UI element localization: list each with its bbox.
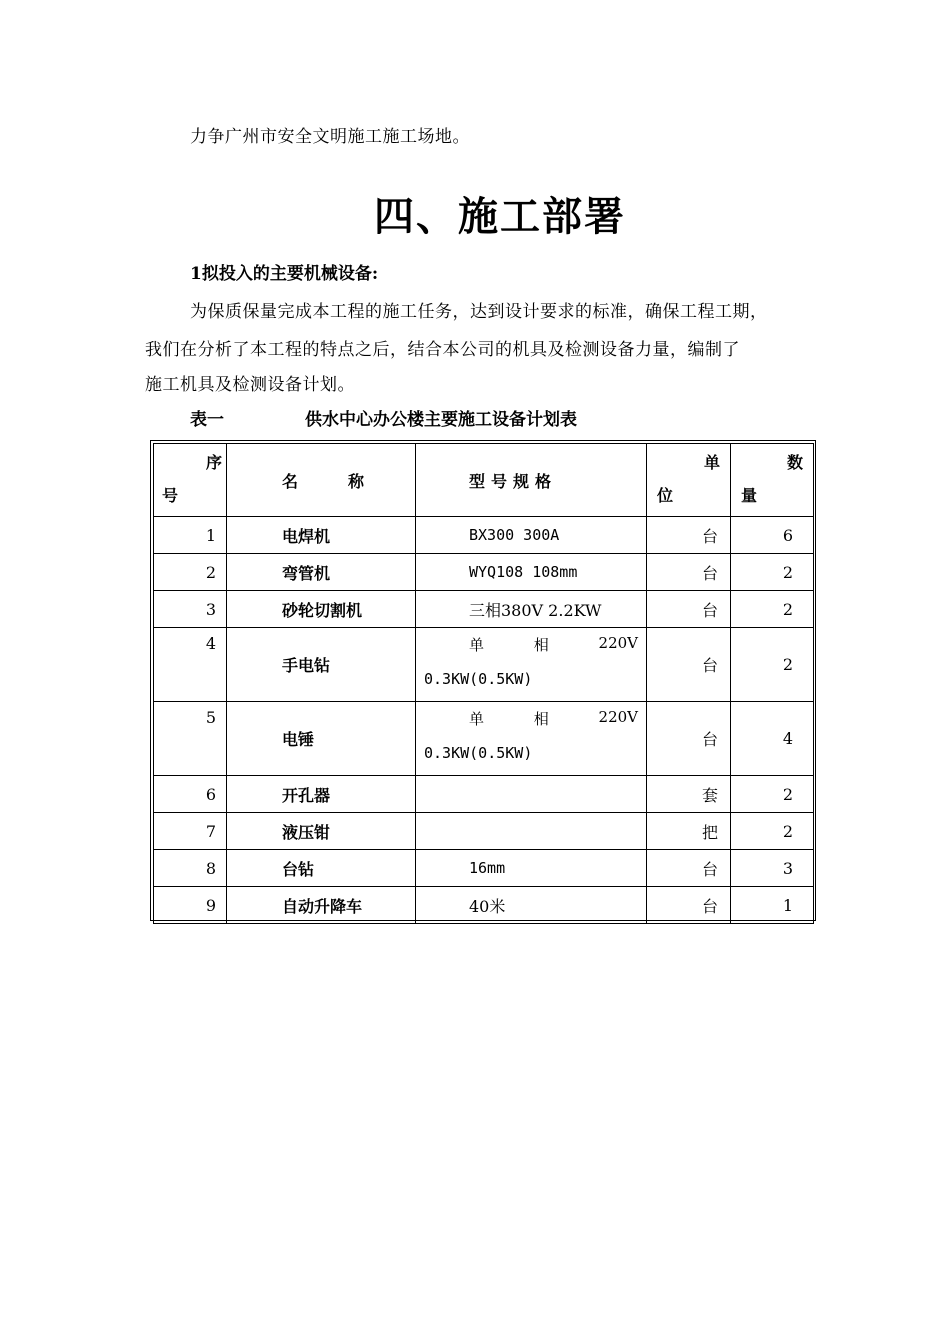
header-name-right: 称 [348,471,365,491]
section-heading: 四、施工部署 [374,193,626,240]
subsection-title: 1拟投入的主要机械设备: [190,264,379,284]
table-row [154,813,814,850]
row-unit: 台 [647,887,731,924]
row-index: 8 [154,850,227,887]
row-index: 9 [154,887,227,924]
table-row [154,628,814,702]
row-unit: 台 [647,702,731,776]
row-qty: 2 [731,813,814,850]
table-caption-title: 供水中心办公楼主要施工设备计划表 [305,410,577,430]
row-spec: WYQ108 108mm [416,554,647,591]
header-index-bottom: 号 [162,486,179,505]
table-row [154,850,814,887]
row-spec: 三相380V 2.2KW [416,591,647,628]
row-spec [416,628,647,702]
row-qty: 2 [731,628,814,702]
paragraph-line-2: 我们在分析了本工程的特点之后，结合本公司的机具及检测设备力量，编制了 [145,340,740,360]
row-unit: 台 [647,517,731,554]
row-name: 手电钻 [227,628,416,702]
row-spec-top-a: 单 [469,636,485,654]
row-spec-bottom: 0.3KW(0.5KW) [424,744,533,762]
row-spec-top-c: 220V [598,708,638,726]
table-row [154,554,814,591]
row-index: 1 [154,517,227,554]
row-unit: 台 [647,591,731,628]
header-name-cell [227,444,416,517]
table-row [154,591,814,628]
row-name: 弯管机 [227,554,416,591]
row-index: 4 [154,628,227,702]
table-row [154,702,814,776]
table-row [154,887,814,924]
equipment-table [153,443,814,924]
header-name-left: 名 [282,471,299,491]
row-name: 自动升降车 [227,887,416,924]
paragraph-line-3: 施工机具及检测设备计划。 [145,375,355,395]
header-unit-top: 单 [703,453,720,472]
row-spec: 40米 [416,887,647,924]
row-index: 7 [154,813,227,850]
header-qty-top: 数 [786,453,803,472]
row-spec: BX300 300A [416,517,647,554]
row-unit: 把 [647,813,731,850]
row-name: 电锤 [227,702,416,776]
row-name: 砂轮切割机 [227,591,416,628]
header-qty-cell [731,444,814,517]
header-spec-cell: 型号规格 [416,444,647,517]
row-qty: 2 [731,591,814,628]
row-spec-bottom: 0.3KW(0.5KW) [424,670,533,688]
row-qty: 6 [731,517,814,554]
row-name: 电焊机 [227,517,416,554]
header-unit-cell [647,444,731,517]
row-index: 2 [154,554,227,591]
row-spec [416,776,647,813]
row-name: 液压钳 [227,813,416,850]
row-index: 5 [154,702,227,776]
header-index-top: 序 [205,453,222,472]
paragraph-line-1: 为保质保量完成本工程的施工任务，达到设计要求的标准，确保工程工期， [190,302,768,322]
row-spec [416,702,647,776]
row-qty: 2 [731,554,814,591]
table-row [154,776,814,813]
row-qty: 4 [731,702,814,776]
row-spec-top-b: 相 [533,710,549,728]
table-caption-label: 表一 [190,410,224,430]
header-qty-bottom: 量 [741,486,758,505]
header-index-cell [154,444,227,517]
row-unit: 套 [647,776,731,813]
row-name: 台钻 [227,850,416,887]
row-qty: 3 [731,850,814,887]
row-unit: 台 [647,554,731,591]
row-name: 开孔器 [227,776,416,813]
row-index: 3 [154,591,227,628]
table-row [154,517,814,554]
row-spec: 16mm [416,850,647,887]
row-spec-top-c: 220V [598,634,638,652]
equipment-table-frame [150,440,816,921]
row-qty: 1 [731,887,814,924]
intro-line: 力争广州市安全文明施工施工场地。 [190,127,470,147]
row-spec-top-a: 单 [469,710,485,728]
row-unit: 台 [647,628,731,702]
row-spec-top-b: 相 [533,636,549,654]
row-index: 6 [154,776,227,813]
row-spec [416,813,647,850]
table-header-row [154,444,814,517]
header-unit-bottom: 位 [657,486,674,505]
row-unit: 台 [647,850,731,887]
row-qty: 2 [731,776,814,813]
